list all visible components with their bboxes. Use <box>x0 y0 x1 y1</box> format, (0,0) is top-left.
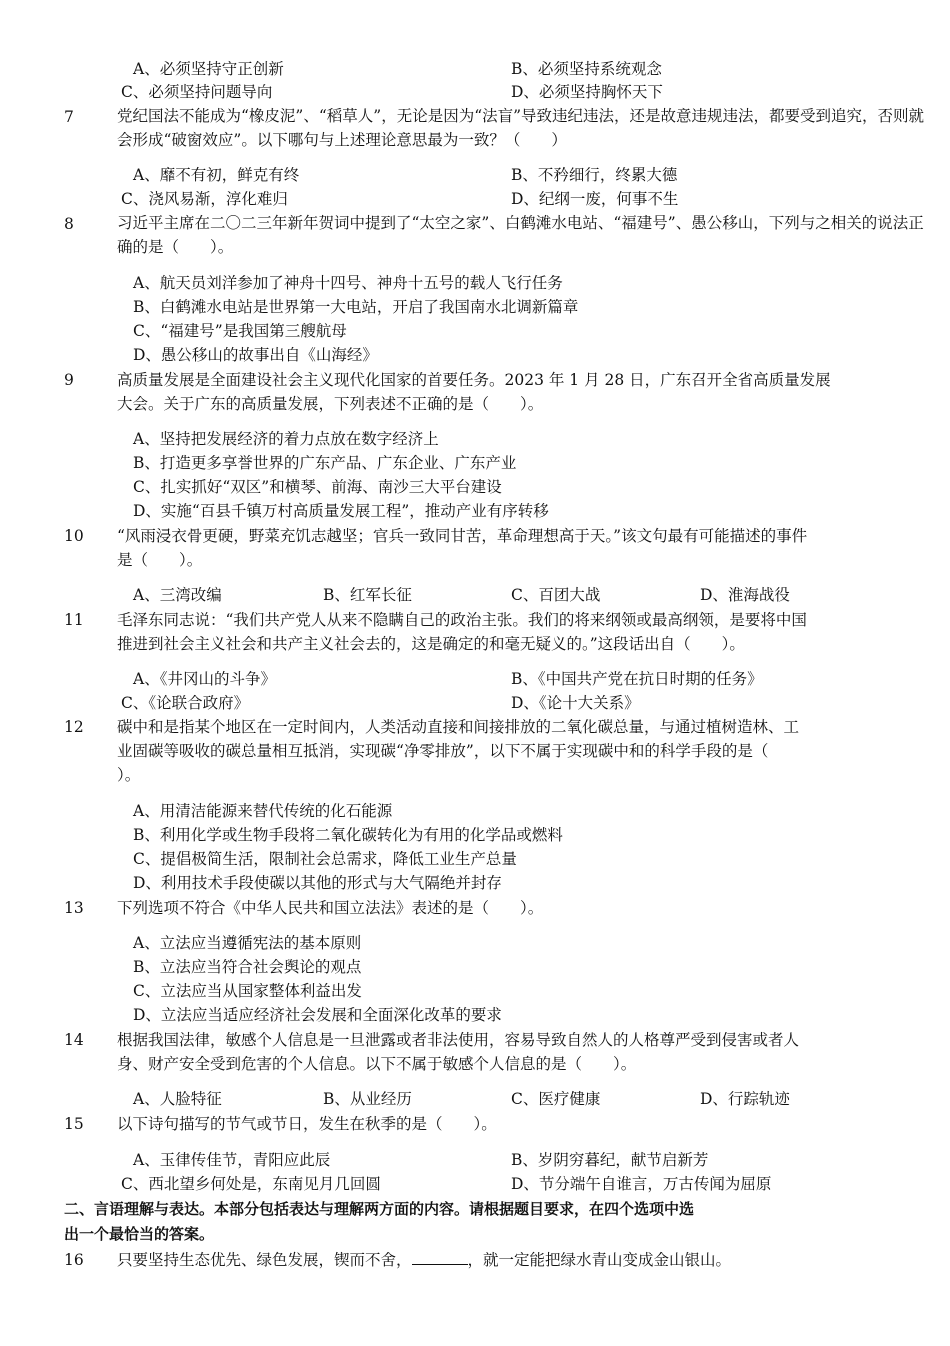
q13-number: 13 <box>64 899 84 917</box>
q8-question-text: 习近平主席在二〇二三年新年贺词中提到了“太空之家”、白鹤滩水电站、“福建号”、愚公移山，下列与之相关的说法正确的是（ ）。 <box>117 214 924 256</box>
q12-question-line1: 碳中和是指某个地区在一定时间内，人类活动直接和间接排放的二氧化碳总量，与通过植树造林、工 <box>117 718 800 736</box>
q9-number: 9 <box>64 371 74 389</box>
q10-question-line2: 是（ ）。 <box>117 551 203 569</box>
section-heading-line1: 二、言语理解与表达。本部分包括表达与理解两方面的内容。请根据题目要求，在四个选项中选 <box>64 1200 695 1218</box>
q12-question-line3: ）。 <box>117 766 141 784</box>
q15-number: 15 <box>64 1115 84 1133</box>
q14-option-a: A、人脸特征 <box>133 1090 222 1108</box>
q13-question-text: 下列选项不符合《中华人民共和国立法法》表述的是（ ）。 <box>117 899 544 917</box>
q10-option-d: D、淮海战役 <box>700 586 790 604</box>
q7-option-b: B、不矜细行，终累大德 <box>511 166 678 184</box>
q6-option-d: D、必须坚持胸怀天下 <box>511 83 663 101</box>
q10-question-line1: “风雨浸衣骨更硬，野菜充饥志越坚；官兵一致同甘苦，革命理想高于天。”该文句最有可能描述的事件 <box>117 527 808 545</box>
q12-question-line2: 业固碳等吸收的碳总量相互抵消，实现碳“净零排放”，以下不属于实现碳中和的科学手段的是（ <box>117 742 769 760</box>
q8-option-b: B、白鹤滩水电站是世界第一大电站，开启了我国南水北调新篇章 <box>133 298 579 316</box>
q9-question-line2: 大会。关于广东的高质量发展，下列表述不正确的是（ ）。 <box>117 395 544 413</box>
q13-option-b: B、立法应当符合社会舆论的观点 <box>133 958 362 976</box>
q11-option-a: A、《井冈山的斗争》 <box>133 670 276 688</box>
q16-question <box>117 1249 731 1271</box>
q7-number: 7 <box>64 108 74 126</box>
q14-question-line2: 身、财产安全受到危害的个人信息。以下不属于敏感个人信息的是（ ）。 <box>117 1055 637 1073</box>
q13-option-a: A、立法应当遵循宪法的基本原则 <box>133 934 362 952</box>
q7-option-d: D、纪纲一废，何事不生 <box>511 190 679 208</box>
q6-option-a: A、必须坚持守正创新 <box>133 60 284 78</box>
q9-option-b: B、打造更多享誉世界的广东产品、广东企业、广东产业 <box>133 454 517 472</box>
q12-number: 12 <box>64 718 84 736</box>
q9-option-a: A、坚持把发展经济的着力点放在数字经济上 <box>133 430 439 448</box>
q11-question-line2: 推进到社会主义社会和共产主义社会去的，这是确定的和毫无疑义的。”这段话出自（ ）。 <box>117 635 745 653</box>
q12-option-c: C、提倡极简生活，限制社会总需求，降低工业生产总量 <box>133 850 517 868</box>
q16-number: 16 <box>64 1251 84 1269</box>
q9-option-d: D、实施“百县千镇万村高质量发展工程”，推动产业有序转移 <box>133 502 549 520</box>
q11-question-line1: 毛泽东同志说：“我们共产党人从来不隐瞒自己的政治主张。我们的将来纲领或最高纲领，是要将中国 <box>117 611 807 629</box>
q8-option-a: A、航天员刘洋参加了神舟十四号、神舟十五号的载人飞行任务 <box>133 274 563 292</box>
q11-option-c: C、《论联合政府》 <box>121 694 250 712</box>
q6-option-b: B、必须坚持系统观念 <box>511 60 662 78</box>
q11-number: 11 <box>64 611 84 629</box>
q12-option-b: B、利用化学或生物手段将二氧化碳转化为有用的化学品或燃料 <box>133 826 563 844</box>
section-heading-line2: 出一个最恰当的答案。 <box>64 1225 215 1243</box>
q15-option-d: D、节分端午自谁言，万古传闻为屈原 <box>511 1175 772 1193</box>
q10-option-b: B、红军长征 <box>323 586 412 604</box>
q10-option-a: A、三湾改编 <box>133 586 222 604</box>
q13-option-d: D、立法应当适应经济社会发展和全面深化改革的要求 <box>133 1006 502 1024</box>
q16-text-after: ，就一定能把绿水青山变成金山银山。 <box>467 1251 732 1269</box>
q7-option-c: C、浇风易渐，淳化难归 <box>121 190 288 208</box>
q7-option-a: A、靡不有初，鲜克有终 <box>133 166 300 184</box>
q7-question-text: 党纪国法不能成为“橡皮泥”、“稻草人”，无论是因为“法盲”导致违纪违法，还是故意违规违法，都要受到追究，否则就会形成“破窗效应”。以下哪句与上述理论意思最为一致？（ ） <box>117 107 925 149</box>
q14-number: 14 <box>64 1031 84 1049</box>
q9-option-c: C、扎实抓好“双区”和横琴、前海、南沙三大平台建设 <box>133 478 502 496</box>
q11-option-b: B、《中国共产党在抗日时期的任务》 <box>511 670 763 688</box>
q8-option-d: D、愚公移山的故事出自《山海经》 <box>133 346 378 364</box>
q8-number: 8 <box>64 215 74 233</box>
q15-option-c: C、西北望乡何处是，东南见月几回圆 <box>121 1175 381 1193</box>
q11-option-d: D、《论十大关系》 <box>511 694 640 712</box>
q16-text-before: 只要坚持生态优先、绿色发展，锲而不舍， <box>117 1251 412 1269</box>
q6-option-c: C、必须坚持问题导向 <box>121 83 273 101</box>
q12-option-d: D、利用技术手段使碳以其他的形式与大气隔绝并封存 <box>133 874 502 892</box>
q9-question-line1: 高质量发展是全面建设社会主义现代化国家的首要任务。2023 年 1 月 28 日，广东召开全省高质量发展 <box>117 371 831 389</box>
q10-option-c: C、百团大战 <box>511 586 601 604</box>
q14-option-c: C、医疗健康 <box>511 1090 601 1108</box>
q15-option-b: B、岁阴穷暮纪，献节启新芳 <box>511 1151 709 1169</box>
q14-option-b: B、从业经历 <box>323 1090 412 1108</box>
q15-question-text: 以下诗句描写的节气或节日，发生在秋季的是（ ）。 <box>117 1115 497 1133</box>
q16-fill-blank <box>412 1250 468 1265</box>
q10-number: 10 <box>64 527 84 545</box>
q13-option-c: C、立法应当从国家整体利益出发 <box>133 982 362 1000</box>
q8-option-c: C、“福建号”是我国第三艘航母 <box>133 322 347 340</box>
q14-option-d: D、行踪轨迹 <box>700 1090 790 1108</box>
q12-option-a: A、用清洁能源来替代传统的化石能源 <box>133 802 393 820</box>
q15-option-a: A、玉律传佳节，青阳应此辰 <box>133 1151 331 1169</box>
q14-question-line1: 根据我国法律，敏感个人信息是一旦泄露或者非法使用，容易导致自然人的人格尊严受到侵害或者人 <box>117 1031 800 1049</box>
